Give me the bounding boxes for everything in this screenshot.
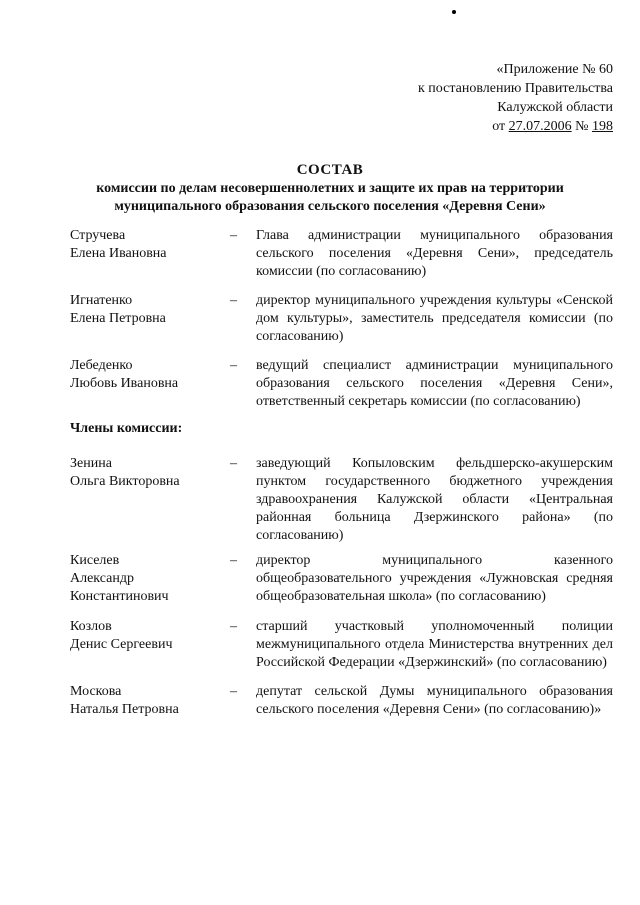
appendix-line-1: «Приложение № 60 xyxy=(496,62,613,77)
given-names: Елена Петровна xyxy=(70,311,166,326)
surname: Зенина xyxy=(70,456,112,471)
decree-date: 27.07.2006 xyxy=(508,119,572,134)
person-role: старший участковый уполномоченный полиции межмуниципального отдела Министерства внутренних дел Российской Федерации «Дзержинский» (по согласованию) xyxy=(256,619,613,670)
appendix-header xyxy=(418,60,613,136)
person-role: ведущий специалист администрации муниципального образования сельского поселения «Деревня Сени», ответственный секретарь комиссии (по согласованию) xyxy=(256,358,613,409)
date-prefix: от xyxy=(492,119,509,134)
title-line-1: комиссии по делам несовершеннолетних и защите их прав на территории xyxy=(96,181,564,196)
given-names: Наталья Петровна xyxy=(70,702,179,717)
given-names: Денис Сергеевич xyxy=(70,637,173,652)
dash: – xyxy=(230,293,237,308)
given-names: Ольга Викторовна xyxy=(70,474,180,489)
appendix-line-3: Калужской области xyxy=(497,100,613,115)
appendix-line-2: к постановлению Правительства xyxy=(417,81,613,96)
title-line-2: муниципального образования сельского поселения «Деревня Сени» xyxy=(114,199,546,214)
surname: Козлов xyxy=(70,619,112,634)
person-name xyxy=(70,552,220,606)
given-names: Любовь Ивановна xyxy=(70,376,179,391)
person-role: заведующий Копыловским фельдшерско-акушерским пунктом государственного бюджетного учреждения здравоохранения Калужской области «Центральная районная больница Дзержинского района» (по согласованию) xyxy=(256,456,613,543)
decree-number: 198 xyxy=(592,119,613,134)
dash: – xyxy=(230,684,237,699)
surname: Игнатенко xyxy=(70,293,133,308)
person-name xyxy=(70,455,220,491)
given-names: Елена Ивановна xyxy=(70,246,167,261)
surname: Лебеденко xyxy=(70,358,133,373)
dash: – xyxy=(230,619,237,634)
appendix-date-line xyxy=(418,117,613,136)
patronymic: Константинович xyxy=(70,589,169,604)
person-role: директор муниципального казенного общеобразовательного учреждения «Лужновская средняя общеобразовательная школа» (по согласованию) xyxy=(256,553,613,604)
scan-dot xyxy=(452,10,456,14)
number-sep: № xyxy=(571,119,592,134)
document-title xyxy=(60,160,600,216)
person-name xyxy=(70,618,220,654)
dash: – xyxy=(230,228,237,243)
person-name xyxy=(70,292,220,328)
person-role: Глава администрации муниципального образования сельского поселения «Деревня Сени», председатель комиссии (по согласованию) xyxy=(256,228,613,279)
person-role: депутат сельской Думы муниципального образования сельского поселения «Деревня Сени» (по согласованию)» xyxy=(256,684,613,717)
members-heading: Члены комиссии: xyxy=(70,421,183,436)
dash: – xyxy=(230,456,237,471)
given-name: Александр xyxy=(70,571,134,586)
surname: Москова xyxy=(70,684,122,699)
surname: Стручева xyxy=(70,228,126,243)
person-name xyxy=(70,357,220,393)
surname: Киселев xyxy=(70,553,120,568)
person-name xyxy=(70,683,220,719)
dash: – xyxy=(230,553,237,568)
person-name xyxy=(70,227,220,263)
title-main: СОСТАВ xyxy=(296,162,364,178)
dash: – xyxy=(230,358,237,373)
person-role: директор муниципального учреждения культуры «Сенской дом культуры», заместитель председателя комиссии (по согласованию) xyxy=(256,293,613,344)
